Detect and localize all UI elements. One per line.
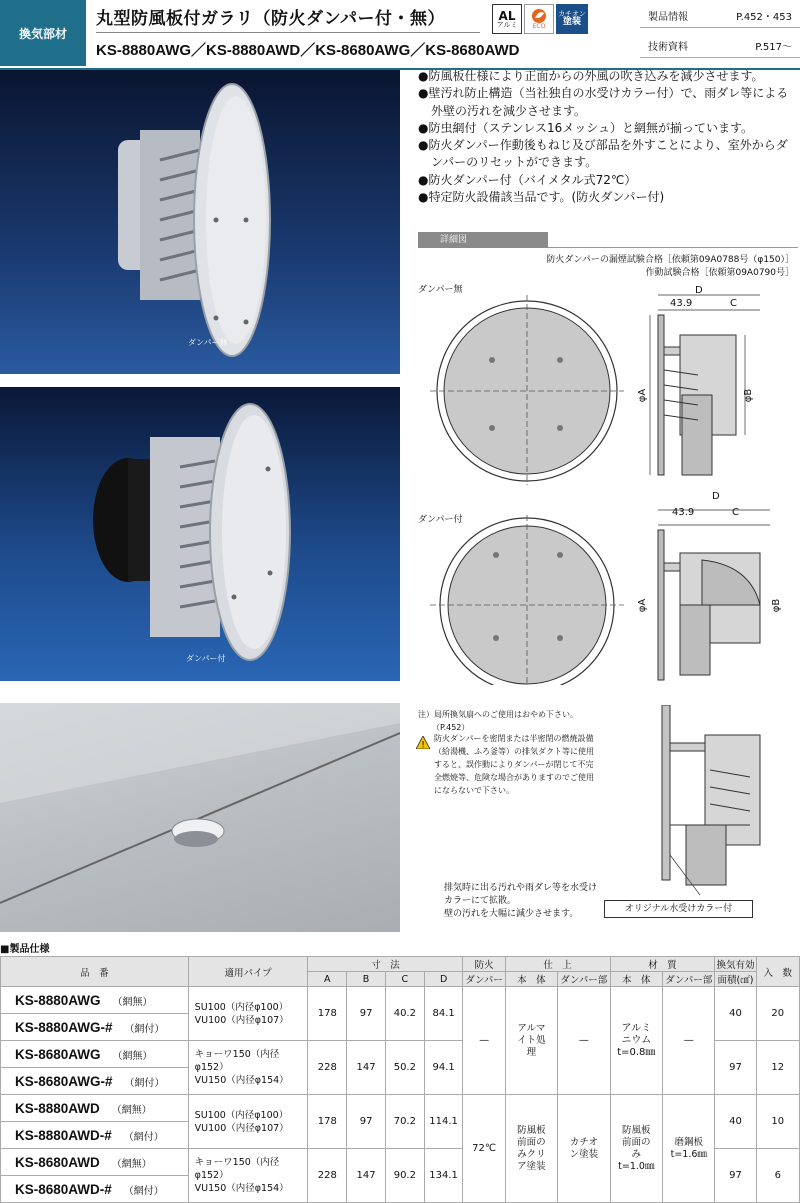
- damper-drawing: [430, 505, 800, 685]
- mesh-tag: （網付）: [124, 1023, 165, 1035]
- collar-description: [444, 882, 604, 921]
- finish-body-text-2: 防風板前面のみクリア塗装: [517, 1124, 546, 1172]
- area-cell: 97: [715, 1149, 756, 1203]
- col-material-body: 本 体: [610, 972, 662, 987]
- dim-c-top: C: [730, 298, 737, 309]
- col-finish-body: 本 体: [505, 972, 557, 987]
- mesh-tag: （網無）: [111, 1104, 152, 1116]
- feature-list: [418, 68, 798, 206]
- area-cell: 97: [715, 1041, 756, 1095]
- model-cell: [1, 1122, 189, 1149]
- pipe-cell: [188, 987, 308, 1041]
- col-pipe: 適用パイプ: [188, 957, 308, 987]
- material-body-cell-2: [610, 1095, 662, 1203]
- qty-cell: 10: [756, 1095, 799, 1149]
- category-label: 換気部材: [0, 0, 86, 66]
- model-number: KS-8680AWD-#: [15, 1181, 112, 1197]
- eco-badge: [524, 4, 554, 34]
- warning-text: 防火ダンパーを密閉または半密閉の燃焼設備（給湯機、ふろ釜等）の排気ダクト等に使用すると、誤作動によりダンパーが閉じて不完全燃焼等、危険な場合がありますのでご使用にならないで下さい。: [434, 734, 594, 795]
- material-damper-dash-cell: —: [663, 987, 715, 1095]
- model-cell: [1, 987, 189, 1014]
- model-cell: [1, 1095, 189, 1122]
- col-finish: 仕 上: [505, 957, 610, 972]
- dim-a-cell: 178: [308, 1095, 347, 1149]
- model-number: KS-8880AWD-#: [15, 1127, 112, 1143]
- product-info-pages: P.452・453: [736, 12, 792, 23]
- louver-no-damper-image: [0, 70, 400, 374]
- material-body-text-1: アルミニウム: [621, 1022, 652, 1046]
- dim-a-cell: 178: [308, 987, 347, 1041]
- title-divider: [96, 32, 480, 33]
- pipe-line1: キョーワ150（内径φ152）: [194, 1157, 280, 1181]
- photo-installed-wall: [0, 703, 400, 932]
- detail-divider: [548, 247, 798, 248]
- model-number: KS-8680AWG: [15, 1046, 101, 1062]
- dim-439-top: 43.9: [670, 298, 693, 309]
- dim-b-cell: 147: [347, 1041, 386, 1095]
- usage-note: [418, 708, 593, 734]
- mesh-tag: （網付）: [124, 1077, 165, 1089]
- dim-b-cell: 97: [347, 1095, 386, 1149]
- dim-c-cell: 90.2: [385, 1149, 424, 1203]
- finish-damper-cell: [558, 1095, 610, 1203]
- collar-description-line2: 壁の汚れを大幅に減少させます。: [444, 909, 579, 919]
- cation-badge-top: カチオン: [558, 10, 586, 18]
- dim-d-cell: 114.1: [424, 1095, 463, 1149]
- dim-a-top: φA: [637, 388, 649, 403]
- qty-cell: 20: [756, 987, 799, 1041]
- louver-with-damper-image: [0, 387, 400, 681]
- model-number: KS-8880AWG-#: [15, 1019, 113, 1035]
- photo-caption-with-damper: ダンパー付: [186, 654, 226, 663]
- col-model: 品 番: [1, 957, 189, 987]
- model-cell: [1, 1041, 189, 1068]
- mesh-tag: （網無）: [112, 996, 153, 1008]
- pipe-cell: [188, 1041, 308, 1095]
- col-c: C: [385, 972, 424, 987]
- pipe-line1: SU100（内径φ100）: [194, 1109, 289, 1121]
- eco-badge-label: ECO: [532, 23, 546, 30]
- aluminum-badge-bottom: アルミ: [496, 20, 518, 29]
- dim-c-bottom: C: [732, 507, 739, 518]
- table-row: [1, 1095, 800, 1122]
- material-damper-thickness: t=1.6㎜: [670, 1148, 707, 1160]
- dim-b-cell: 97: [347, 987, 386, 1041]
- dim-a-cell: 228: [308, 1041, 347, 1095]
- dim-a-bottom: φA: [637, 598, 649, 613]
- dim-b-top: φB: [743, 388, 755, 403]
- feature-item: ●防虫網付（ステンレス16メッシュ）と網無が揃っています。: [418, 120, 754, 135]
- qty-cell: 6: [756, 1149, 799, 1203]
- col-fire: 防火: [463, 957, 505, 972]
- svg-text:!: !: [421, 740, 425, 749]
- collar-drawing: [600, 705, 800, 905]
- page-title: 丸型防風板付ガラリ（防火ダンパー付・無）: [96, 9, 445, 29]
- feature-item: ●特定防火設備該当品です。(防火ダンパー付): [418, 190, 665, 205]
- col-qty: 入 数: [756, 957, 799, 987]
- pipe-line2: VU150（内径φ154）: [194, 1183, 289, 1194]
- wall-install-image: [0, 703, 400, 932]
- damper-label: ダンパー付: [418, 515, 463, 525]
- col-material: 材 質: [610, 957, 715, 972]
- eco-leaf-icon: [530, 8, 548, 24]
- pipe-cell: [188, 1149, 308, 1203]
- table-row: [1, 987, 800, 1014]
- collar-description-line1: 排気時に出る汚れや雨ダレ等を水受けカラーにて拡散。: [444, 883, 598, 906]
- material-body-thickness-2: t=1.0㎜: [618, 1160, 655, 1172]
- pipe-line2: VU100（内径φ107）: [194, 1014, 289, 1026]
- col-finish-damper: ダンパー部: [558, 972, 610, 987]
- technical-info-label: 技術資料: [648, 42, 688, 53]
- feature-item: ●防風板仕様により正面からの外風の吹き込みを減少させます。: [418, 69, 764, 83]
- photo-no-damper: [0, 70, 400, 374]
- collar-label: オリジナル水受けカラー付: [604, 900, 753, 918]
- dim-d-cell: 84.1: [424, 987, 463, 1041]
- finish-damper-text: カチオン塗装: [569, 1136, 599, 1160]
- model-number: KS-8680AWD: [15, 1154, 100, 1170]
- col-fire-damper: ダンパー: [463, 972, 505, 987]
- aluminum-badge: [492, 4, 522, 34]
- col-dimensions: 寸 法: [308, 957, 463, 972]
- dim-a-cell: 228: [308, 1149, 347, 1203]
- dim-d-cell: 134.1: [424, 1149, 463, 1203]
- material-body-text-2: 防風板前面のみ: [622, 1124, 651, 1160]
- col-d: D: [424, 972, 463, 987]
- dim-b-bottom: φB: [771, 598, 783, 613]
- product-info-row: [640, 4, 800, 28]
- material-body-cell-1: [610, 987, 662, 1095]
- col-b: B: [347, 972, 386, 987]
- spec-table: [0, 956, 800, 1203]
- cation-badge-bottom: 塗装: [562, 17, 581, 27]
- model-number: KS-8680AWG-#: [15, 1073, 113, 1089]
- finish-body-text-1: アルマイト処理: [517, 1022, 546, 1058]
- usage-note-page: （P.452）: [432, 723, 470, 732]
- detail-heading: 詳細図: [418, 232, 548, 248]
- product-info-label: 製品情報: [648, 12, 688, 23]
- aluminum-badge-top: AL: [498, 8, 516, 23]
- model-cell: [1, 1068, 189, 1095]
- photo-caption-no-damper: ダンパー無: [188, 338, 228, 347]
- mesh-tag: （網無）: [111, 1158, 152, 1170]
- mesh-tag: （網付）: [123, 1131, 164, 1143]
- no-damper-label: ダンパー無: [418, 285, 463, 295]
- cation-paint-badge: [556, 4, 588, 34]
- technical-info-pages: P.517〜: [755, 42, 792, 53]
- model-cell: [1, 1176, 189, 1203]
- feature-item: ●防火ダンパー付（バイメタル式72℃）: [418, 172, 637, 187]
- dim-c-cell: 70.2: [385, 1095, 424, 1149]
- model-number: KS-8880AWD: [15, 1100, 100, 1116]
- dim-d-bottom: D: [712, 491, 720, 502]
- photo-with-damper: [0, 387, 400, 681]
- dim-439-bottom: 43.9: [672, 507, 695, 518]
- pipe-line1: キョーワ150（内径φ152）: [194, 1049, 280, 1073]
- fire-temp-cell: 72℃: [463, 1095, 505, 1203]
- finish-body-cell-2: [505, 1095, 557, 1203]
- model-list: KS-8880AWG／KS-8880AWD／KS-8680AWG／KS-8680AWD: [96, 42, 520, 59]
- pipe-cell: [188, 1095, 308, 1149]
- usage-note-text: 注）局所換気扇へのご使用はおやめ下さい。: [418, 710, 578, 719]
- qty-cell: 12: [756, 1041, 799, 1095]
- mesh-tag: （網無）: [112, 1050, 153, 1062]
- spec-title: ■製品仕様: [0, 944, 50, 955]
- area-cell: 40: [715, 1095, 756, 1149]
- mesh-tag: （網付）: [123, 1185, 164, 1197]
- dim-b-cell: 147: [347, 1149, 386, 1203]
- col-area: 換気有効: [715, 957, 756, 972]
- feature-item: ●壁汚れ防止構造（当社独自の水受けカラー付）で、雨ダレ等による外壁の汚れを減少させます。: [418, 86, 789, 118]
- dim-c-cell: 40.2: [385, 987, 424, 1041]
- no-damper-drawing: [430, 285, 800, 485]
- finish-damper-dash-cell: —: [558, 987, 610, 1095]
- fire-dash-cell: —: [463, 987, 505, 1095]
- material-damper-text: 磨鋼板: [674, 1136, 704, 1148]
- material-damper-cell: [663, 1095, 715, 1203]
- dim-c-cell: 50.2: [385, 1041, 424, 1095]
- pipe-line2: VU150（内径φ154）: [194, 1075, 289, 1086]
- model-cell: [1, 1014, 189, 1041]
- technical-info-row: [640, 34, 800, 58]
- feature-item: ●防火ダンパー作動後もねじ及び部品を外すことにより、室外からダンパーのリセットができます。: [418, 138, 788, 170]
- col-a: A: [308, 972, 347, 987]
- dim-d-cell: 94.1: [424, 1041, 463, 1095]
- model-number: KS-8880AWG: [15, 992, 101, 1008]
- finish-body-cell-1: [505, 987, 557, 1095]
- smoke-test-note: 防火ダンパーの漏煙試験合格［依頼第09A0788号（φ150）］: [546, 255, 794, 265]
- pipe-line1: SU100（内径φ100）: [194, 1001, 289, 1013]
- operation-test-note: 作動試験合格［依頼第09A0790号］: [645, 268, 794, 278]
- pipe-line2: VU100（内径φ107）: [194, 1122, 289, 1134]
- material-body-thickness-1: t=0.8㎜: [617, 1046, 656, 1058]
- warning-icon: [416, 734, 430, 753]
- dim-d-top: D: [695, 285, 703, 296]
- model-cell: [1, 1149, 189, 1176]
- area-cell: 40: [715, 987, 756, 1041]
- col-area-unit: 面積(㎠): [715, 972, 756, 987]
- col-material-damper: ダンパー部: [663, 972, 715, 987]
